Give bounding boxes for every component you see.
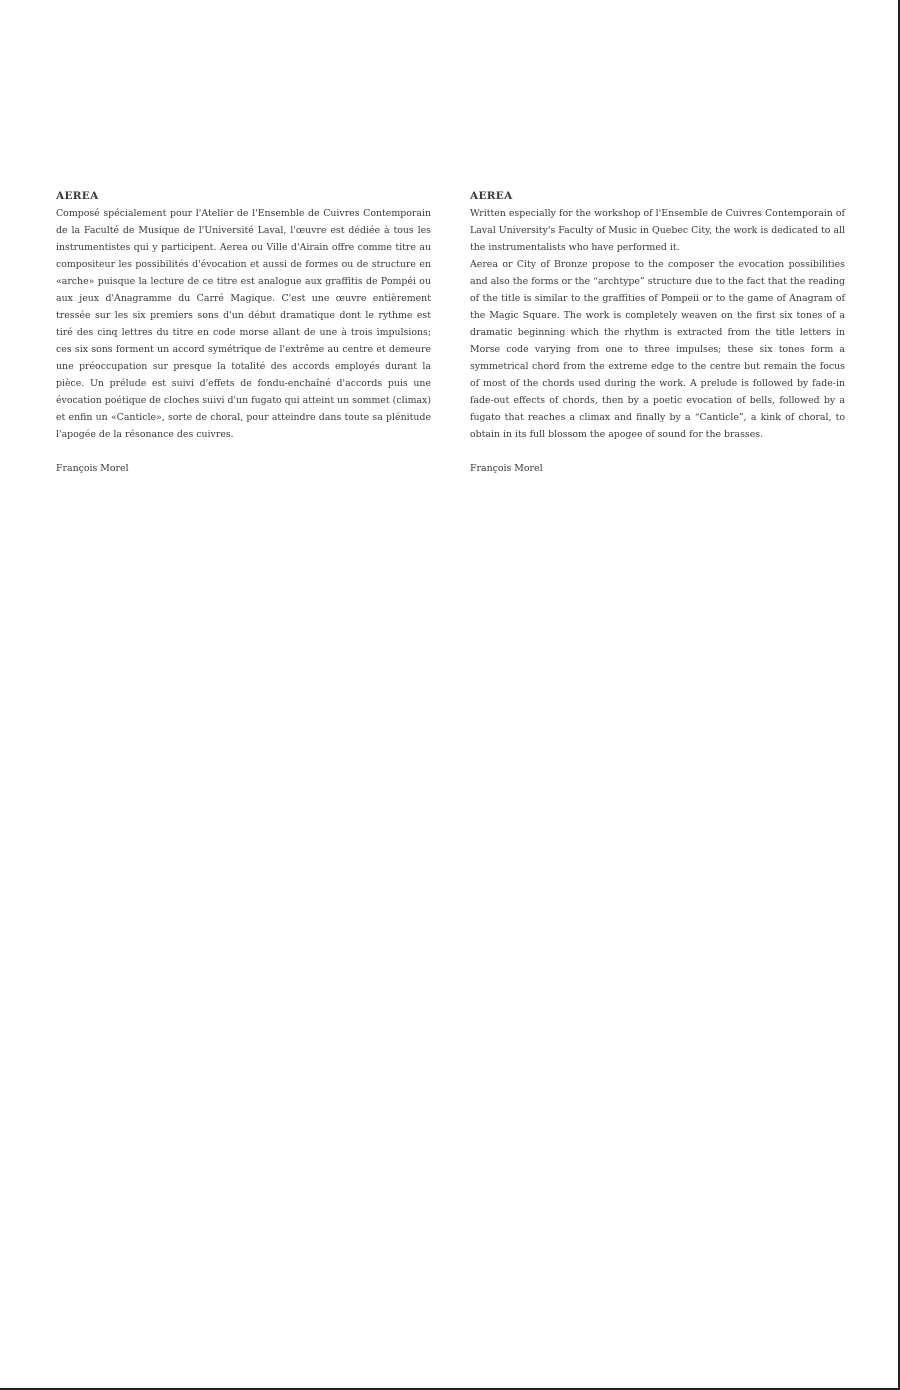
english-column	[470, 188, 845, 477]
french-paragraph: Composé spécialement pour l'Atelier de l'Ensemble de Cuivres Contemporain de la Faculté de Musique de l'Université Laval, l'œuvre est dédiée à tous les instrumentistes qui y participent. Aerea ou Ville d'Airain offre comme titre au compositeur les possibilités d'évocation et aussi de formes ou de structure en «arche» puisque la lecture de ce titre est analogue aux graffitis de Pompéi ou aux jeux d'Anagramme du Carré Magique. C'est une œuvre entièrement tressée sur les six premiers sons d'un début dramatique dont le rythme est tiré des cinq lettres du titre en code morse allant de une à trois impulsions; ces six sons forment un accord symétrique de l'extrême au centre et demeure une préoccupation sur presque la totalité des accords employés durant la pièce. Un prélude est suivi d'effets de fondu-enchaîné d'accords puis une évocation poétique de cloches suivi d'un fugato qui atteint un sommet (climax) et enfin un «Canticle», sorte de choral, pour atteindre dans toute sa plénitude l'apogée de la résonance des cuivres.	[56, 208, 431, 440]
english-paragraph: Aerea or City of Bronze propose to the composer the evocation possibilities and also the forms or the “archtype” structure due to the fact that the reading of the title is similar to the graffities of Pompeii or to the game of Anagram of the Magic Square. The work is completely weaven on the first six tones of a dramatic beginning which the rhythm is extracted from the title letters in Morse code varying from one to three impulses; these six tones form a symmetrical chord from the extreme edge to the centre but remain the focus of most of the chords used during the work. A prelude is followed by fade-in fade-out effects of chords, then by a poetic evocation of bells, followed by a fugato that reaches a climax and finally by a “Canticle”, a kink of choral, to obtain in its full blossom the apogee of sound for the brasses.	[470, 259, 845, 440]
french-signature: François Morel	[56, 463, 129, 474]
english-title: AEREA	[470, 190, 513, 202]
french-title: AEREA	[56, 190, 99, 202]
english-paragraph: Written especially for the workshop of l'Ensemble de Cuivres Contemporain of Laval University's Faculty of Music in Quebec City, the work is dedicated to all the instrumentalists who have performed it.	[470, 208, 845, 253]
french-column	[56, 188, 431, 477]
english-signature: François Morel	[470, 463, 543, 474]
